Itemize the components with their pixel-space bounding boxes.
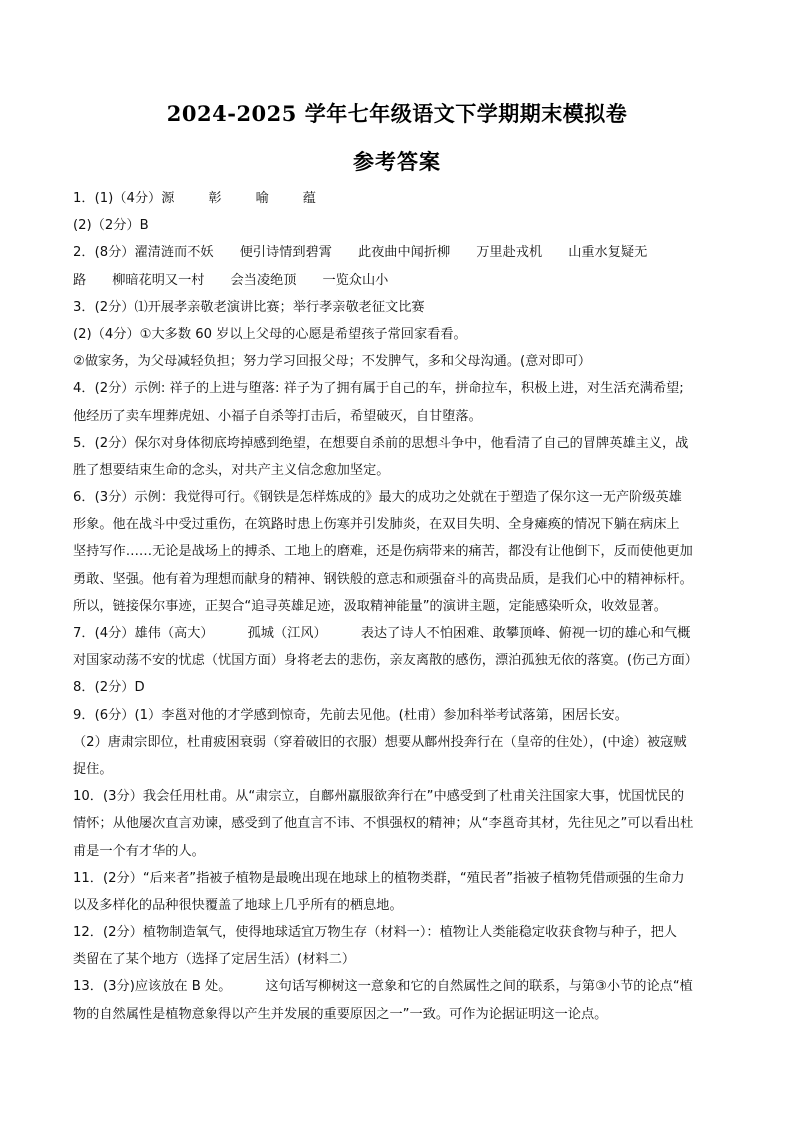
- answer-1-part-1: [73, 185, 725, 212]
- answer-13-line-1: [73, 973, 725, 1000]
- answer-text: 一览众山小: [322, 272, 389, 288]
- answer-10-line-3: 甫是一个有才华的人。: [73, 843, 205, 859]
- answer-6-line-2: 形象。他在战斗中受过重伤，在筑路时患上伤寒并引发肺炎，在双目失明、全身瘫痪的情况下躺在病床上: [73, 517, 680, 533]
- answer-2-line-2: [73, 267, 725, 294]
- answer-9-line-2: （2）唐肃宗即位，杜甫疲困衰弱（穿着破旧的衣服）想要从鄜州投奔行在（皇帝的住处），(中途）被寇贼: [73, 734, 687, 750]
- answer-10-line-2: 情怀；从他屡次直言劝谏，感受到了他直言不讳、不惧强权的精神；从“李邕奇其材，先往见之”可以看出杜: [73, 816, 694, 832]
- answer-text: 蕴: [302, 191, 316, 206]
- answer-text: 13．(3分)应该放在 B 处。: [73, 979, 232, 995]
- answer-7-line-1: [73, 620, 725, 647]
- answer-1-part-2: (2)（2分）B: [73, 218, 149, 234]
- answer-5-line-1: 5．(2分）保尔对身体彻底垮掉感到绝望，在想要自杀前的思想斗争中，他看清了自己的冒牌英雄主义，战: [73, 435, 689, 451]
- answer-text: 便引诗情到碧霄: [239, 245, 332, 261]
- answer-11-line-1: 11．(2分）“后来者”指被子植物是最晚出现在地球上的植物类群，“殖民者”指被子植物凭借顽强的生命力: [73, 870, 685, 886]
- answer-4-line-2: 他经历了卖车埋葬虎妞、小福子自杀等打击后，希望破灭，自甘堕落。: [73, 408, 482, 424]
- answer-4-line-1: 4．(2分）示例: 祥子的上进与堕落: 祥子为了拥有属于自己的车，拼命拉车，积极上进，对生活充满希望;: [73, 381, 684, 397]
- answer-list: [73, 185, 725, 1028]
- answer-2-line-1: [73, 239, 725, 266]
- answer-13-line-2: 物的自然属性是植物意象得以产生并发展的重要原因之一”一致。可作为论据证明这一论点。: [73, 1006, 608, 1022]
- answer-5-line-2: 胜了想要结束生命的念头，对共产主义信念愈加坚定。: [73, 462, 390, 478]
- answer-text: 7．(4分）雄伟（高大）: [73, 626, 214, 641]
- page-subtitle: 参考答案: [353, 149, 441, 174]
- answer-10-line-1: 10．(3分）我会任用杜甫。从“肃宗立，自鄜州羸服欲奔行在”中感受到了杜甫关注国家大事，忧国忧民的: [73, 789, 685, 805]
- answer-3-part-1: 3．(2分）⑴开展孝亲敬老演讲比赛；举行孝亲敬老征文比赛: [73, 299, 425, 315]
- answer-12-line-2: 类留在了某个地方（选择了定居生活）(材料二）: [73, 952, 356, 968]
- answer-3-part-2-line-2: ②做家务，为父母减轻负担；努力学习回报父母；不发脾气，多和父母沟通。(意对即可）: [73, 354, 592, 370]
- answer-text: 万里赴戎机: [476, 245, 543, 261]
- answer-7-line-2: 对国家动荡不安的忧虑（忧国方面）身将老去的悲伤，亲友离散的感伤，漂泊孤独无依的落寞。(伤己方面）: [73, 653, 698, 669]
- answer-12-line-1: 12．(2分）植物制造氧气，使得地球适宜万物生存（材料一）：植物让人类能稳定收获食物与种子，把人: [73, 925, 677, 941]
- answer-6-line-1: 6．(3分）示例：我觉得可行。《钢铁是怎样炼成的》最大的成功之处就在于塑造了保尔这一无产阶级英雄: [73, 490, 682, 506]
- answer-9-line-3: 捉住。: [73, 761, 113, 777]
- answer-text: 此夜曲中闻折柳: [357, 245, 451, 261]
- answer-6-line-3: 坚持写作……无论是战场上的搏杀、工地上的磨难，还是伤病带来的痛苦，都没有让他倒下，反而使他更加: [73, 544, 693, 560]
- answer-11-line-2: 以及多样化的品种很快覆盖了地球上几乎所有的栖息地。: [73, 897, 403, 913]
- answer-8: 8．(2分）D: [73, 680, 145, 696]
- answer-text: 喻: [255, 191, 269, 206]
- answer-text: 路: [73, 272, 87, 288]
- answer-text: 柳暗花明又一村: [112, 272, 205, 288]
- answer-text: 会当凌绝顶: [230, 272, 297, 288]
- answer-text: 孤城（江风）: [247, 626, 327, 641]
- answer-6-line-5: 所以，链接保尔事迹，正契合“追寻英雄足迹，汲取精神能量”的演讲主题，定能感染听众，收效显著。: [73, 598, 667, 614]
- page-title: 2024-2025 学年七年级语文下学期期末模拟卷: [166, 101, 628, 126]
- answer-text: 1．(1)（4分）源: [73, 191, 175, 206]
- answer-text: 彰: [208, 191, 222, 206]
- answer-6-line-4: 勇敢、坚强。他有着为理想而献身的精神、钢铁般的意志和顽强奋斗的高贵品质，是我们心中的精神标杆。: [73, 571, 693, 587]
- answer-text: 这句话写柳树这一意象和它的自然属性之间的联系，与第③小节的论点“植: [265, 979, 693, 995]
- answer-text: 山重水复疑无: [568, 245, 648, 261]
- answer-3-part-2-line-1: (2)（4分）①大多数 60 岁以上父母的心愿是希望孩子常回家看看。: [73, 326, 467, 342]
- answer-9-line-1: 9．(6分）(1）李邕对他的才学感到惊奇，先前去见他。(杜甫）参加科举考试落第，困居长安。: [73, 707, 628, 723]
- answer-text: 表达了诗人不怕困难、敢攀顶峰、俯视一切的雄心和气概: [360, 626, 691, 641]
- answer-text: 2．(8分）濯清涟而不妖: [73, 245, 214, 261]
